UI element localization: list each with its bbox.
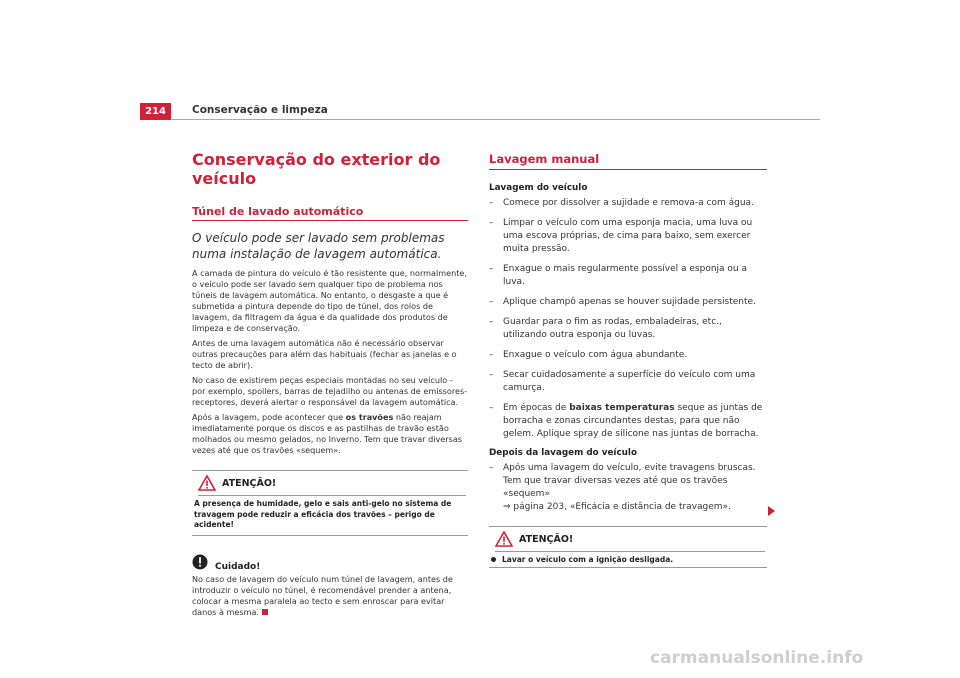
warning-box [489, 526, 767, 568]
running-header-title: Conservação e limpeza [192, 104, 328, 116]
subsection-heading: Lavagem manual [489, 152, 767, 170]
caution-text [192, 574, 468, 618]
list-item: – Guardar para o fim as rodas, embaladeiras, etc., utilizando outra esponja ou luvas. [489, 317, 722, 340]
section-heading: Conservação do exterior do veículo [192, 150, 441, 188]
subheading: Lavagem do veículo [489, 183, 588, 193]
warning-box [192, 470, 468, 536]
list-item: – Secar cuidadosamente a superfície do veículo com uma camurça. [489, 370, 756, 393]
bullet-icon [491, 557, 496, 562]
section-end-marker [262, 609, 268, 615]
text-span: Após a lavagem, pode acontecer que [192, 412, 346, 422]
caution-icon [192, 554, 208, 570]
list-item: – Limpar o veículo com uma esponja macia, uma luva ou uma escova próprias, de cima para baixo, sem exercer muita pressão. [489, 218, 753, 254]
warning-title [198, 475, 466, 496]
caution-label: Cuidado! [215, 561, 261, 572]
keyword: os travões [345, 412, 394, 422]
warning-bullet [491, 555, 765, 564]
caution-title [192, 552, 468, 572]
keyword: baixas temperaturas [569, 403, 675, 413]
list-item: – Enxague o veículo com água abundante. [489, 350, 688, 360]
warning-triangle-icon [495, 531, 513, 547]
subheading: Depois da lavagem do veículo [489, 448, 637, 458]
list-item: – Aplique champô apenas se houver sujidade persistente. [489, 297, 756, 307]
text-span: não reajam imediatamente porque os discos e as pastilhas de travão estão molhados ou mesmo gelados, no Inverno. Tem que travar diversas vezes até que os travões «sequem». [192, 412, 462, 455]
warning-title [495, 531, 765, 552]
caution-note [192, 552, 468, 618]
header-rule [171, 119, 820, 120]
page-number: 214 [140, 103, 171, 120]
text-span: No caso de lavagem do veículo num túnel de lavagem, antes de introduzir o veículo no túnel, é recomendável prender a antena, colocar a mesma paralela ao tecto e sem enroscar para evitar danos à mesma. [192, 573, 453, 617]
warning-bullet-text: Lavar o veículo com a ignição desligada. [502, 555, 674, 564]
watermark: carmanualsonline.info [650, 648, 864, 668]
warning-text: A presença de humidade, gelo e sais anti-gelo no sistema de travagem pode reduzir a eficácia dos travões – perigo de acidente! [194, 499, 452, 529]
intro-text: O veículo pode ser lavado sem problemas numa instalação de lavagem automática. [192, 231, 445, 261]
left-column [192, 150, 468, 618]
warning-label: ATENÇÃO! [519, 533, 574, 545]
right-column [489, 150, 767, 568]
list-item: – Após uma lavagem do veículo, evite travagens bruscas. Tem que travar diversas vezes até que os travões «sequem» ⇒ página 203, «Eficácia e distância de travagem». [489, 463, 756, 512]
paragraph [192, 412, 468, 456]
paragraph: Antes de uma lavagem automática não é necessário observar outras precauções para além das habituais (fechar as janelas e o tecto de abrir). [192, 338, 457, 370]
body-text [192, 268, 468, 456]
subsection-heading: Túnel de lavado automático [192, 205, 468, 221]
list-item: – Enxague o mais regularmente possível a esponja ou a luva. [489, 264, 748, 287]
list-item: – Comece por dissolver a sujidade e remova-a com água. [489, 198, 754, 208]
paragraph: No caso de existirem peças especiais montadas no seu veículo - por exemplo, spoilers, barras de tejadilho ou antenas de emissores-receptores, deverá alertar o responsável da lavagem automática. [192, 375, 468, 407]
warning-triangle-icon [198, 475, 216, 491]
page-reference-link[interactable]: ⇒ página 203, «Eficácia e distância de travagem». [503, 502, 731, 512]
warning-label: ATENÇÃO! [222, 477, 277, 489]
continue-arrow-icon [768, 506, 775, 516]
paragraph: A camada de pintura do veículo é tão resistente que, normalmente, o veículo pode ser lavado sem qualquer tipo de problema nos túneis de lavagem automática. No entanto, o desgaste a que é submetida a pintura depende do tipo de túnel, dos rolos de lavagem, da filtragem da água e da qualidade dos produtos de limpeza e de conservação. [192, 268, 467, 333]
list-item: – Em épocas de baixas temperaturas seque as juntas de borracha e zonas circundantes destas, para que não gelem. Aplique spray de silicone nas juntas de borracha. [489, 403, 763, 439]
